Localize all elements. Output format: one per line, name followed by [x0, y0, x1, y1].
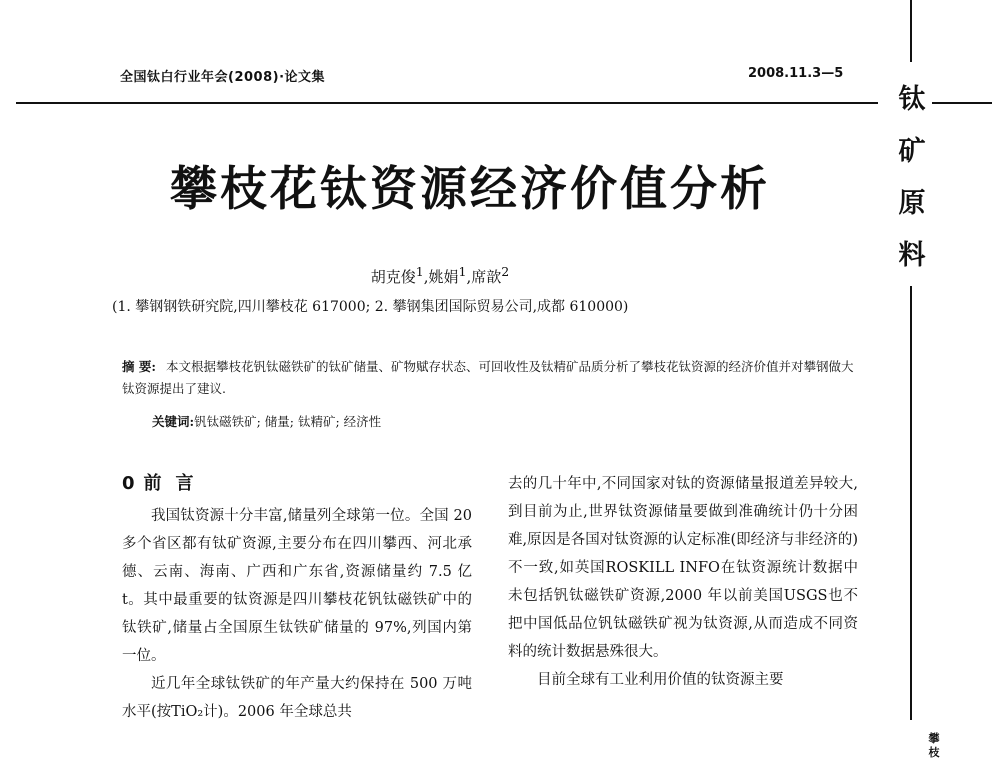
- side-category-label: [884, 74, 940, 282]
- paragraph: 近几年全球钛铁矿的年产量大约保持在 500 万吨水平(按TiO₂计)。2006 年全球总共: [122, 676, 472, 720]
- running-header-date: 2008.11.3—5: [748, 66, 844, 81]
- abstract-label: 摘 要:: [122, 359, 156, 374]
- abstract: [122, 356, 862, 400]
- paragraph: 我国钛资源十分丰富,储量列全球第一位。全国 20 多个省区都有钛矿资源,主要分布在四川攀西、河北承德、云南、海南、广西和广东省,资源储量约 7.5 亿 t。其中最重要的钛资源是四川攀枝花钒钛磁铁矿中的钛铁矿,储量占全国原生钛铁矿储量的 97%,列国内第一位。: [122, 508, 472, 664]
- margin-line-bottom: [910, 286, 912, 720]
- side-char: 原: [898, 188, 926, 219]
- author-list: [0, 264, 880, 287]
- author-name: 胡克俊: [370, 268, 416, 286]
- body-column-left: [122, 470, 472, 726]
- abstract-text: 本文根据攀枝花钒钛磁铁矿的钛矿储量、矿物赋存状态、可回收性及钛精矿品质分析了攀枝花钛资源的经济价值并对攀钢做大钛资源提出了建议.: [122, 359, 854, 396]
- side-char: 料: [898, 240, 926, 271]
- paper-title: 攀枝花钛资源经济价值分析: [170, 162, 770, 217]
- margin-char: 攀: [928, 732, 940, 745]
- margin-marks: [924, 732, 944, 760]
- keywords-label: 关键词:: [152, 414, 195, 429]
- header-rule: [16, 102, 878, 104]
- keywords: [152, 412, 381, 430]
- author-name: ,席歆: [466, 268, 502, 286]
- author-name: ,姚娟: [423, 268, 459, 286]
- section-heading: [122, 470, 472, 498]
- affiliation: (1. 攀钢钢铁研究院,四川攀枝花 617000; 2. 攀钢集团国际贸易公司,成都 610000): [112, 299, 629, 315]
- header-rule-right: [932, 102, 992, 104]
- section-number: 0: [122, 473, 136, 494]
- paragraph: 目前全球有工业利用价值的钛资源主要: [537, 672, 784, 688]
- margin-line-top: [910, 0, 912, 62]
- author-sup: 1: [415, 264, 424, 279]
- author-sup: 2: [501, 264, 510, 279]
- paragraph: 去的几十年中,不同国家对钛的资源储量报道差异较大,到目前为止,世界钛资源储量要做到准确统计仍十分困难,原因是各国对钛资源的认定标准(即经济与非经济的)不一致,如英国ROSKILL INFO在钛资源统计数据中未包括钒钛磁铁矿资源,2000 年以前美国USGS也不把中国低品位钒钛磁铁矿视为钛资源,从而造成不同资料的统计数据悬殊很大。: [508, 476, 858, 660]
- side-char: 钛: [898, 84, 926, 115]
- running-header-left: 全国钛白行业年会(2008)·论文集: [120, 70, 326, 85]
- author-sup: 1: [458, 264, 467, 279]
- keywords-text: 钒钛磁铁矿; 储量; 钛精矿; 经济性: [194, 414, 382, 429]
- section-title: 前言: [143, 473, 208, 494]
- side-char: 矿: [898, 136, 926, 167]
- margin-char: 枝: [928, 746, 940, 759]
- body-column-right: [508, 470, 858, 694]
